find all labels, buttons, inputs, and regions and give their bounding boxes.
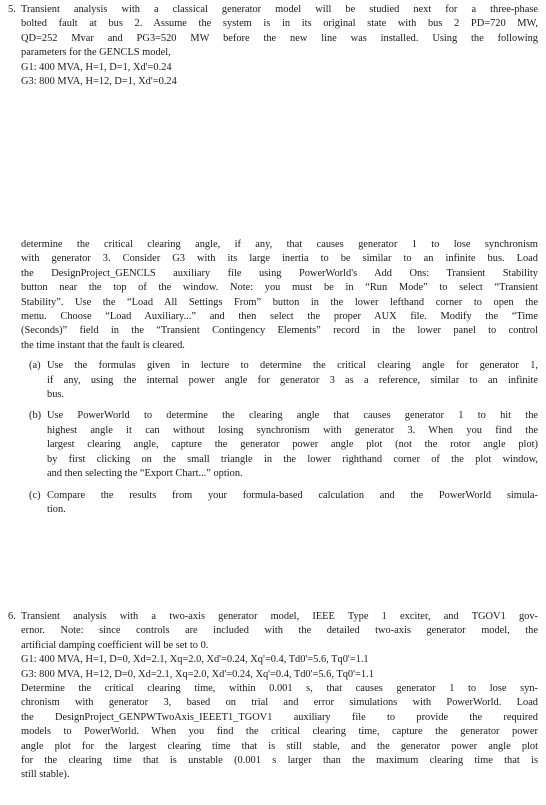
text-line: (Seconds)” field in the “Transient Contingency Elements” record in the lower panel to control [21, 325, 538, 337]
subquestion-a [21, 359, 538, 402]
text-line: the DesignProject_GENPWTwoAxis_IEEET1_TGOV1 auxiliary file to provide the required [21, 711, 538, 723]
generator-params-g3: G3: 800 MVA, H=12, D=1, Xd'=0.24 [21, 76, 177, 88]
generator-params-g3: G3: 800 MVA, H=12, D=0, Xd=2.1, Xq=2.0, Xd'=0.24, Xq'=0.4, Td0'=5.6, Tq0'=1.1 [21, 668, 374, 680]
subquestion-label: (c) [29, 489, 41, 501]
text-line: bus. [47, 389, 65, 401]
problem-5-body [21, 238, 538, 517]
subquestion-c [21, 489, 538, 518]
subquestion-b [21, 409, 538, 481]
text-line: Use the formulas given in lecture to determine the critical clearing angle for generator 1, [47, 360, 538, 372]
text-line: chronism with generator 3, based on trial and error simulations with PowerWorld. Load [21, 697, 538, 709]
problem-6-body [21, 610, 538, 783]
text-line: ernor. Note: since controls are included with the detailed two-axis generator model, the [21, 625, 538, 637]
text-line: and then selecting the “Export Chart...” option. [47, 468, 243, 480]
text-line: menu. Choose “Load Auxiliary...” and then select the proper AUX file. Modify the “Time [21, 311, 538, 323]
text-line: if any, using the internal power angle for generator 3 as a reference, similar to an infinite [47, 374, 538, 386]
text-line: still stable). [21, 769, 70, 781]
generator-params-g1: G1: 400 MVA, H=1, D=0, Xd=2.1, Xq=2.0, Xd'=0.24, Xq'=0.4, Td0'=5.6, Tq0'=1.1 [21, 654, 369, 666]
text-line: angle plot for the largest clearing time that is still stable, and the generator power angle plot [21, 740, 538, 752]
text-line: the time instant that the fault is cleared. [21, 339, 185, 351]
text-line: artificial damping coefficient will be set to 0. [21, 639, 209, 651]
text-line: bolted fault at bus 2. Assume the system is in its original state with bus 2 PD=720 MW, [21, 18, 538, 30]
subquestion-label: (a) [29, 360, 41, 372]
text-line: models to PowerWorld. When you find the critical clearing time, capture the generator power [21, 726, 538, 738]
text-line: Stability”. Use the “Load All Settings From” button in the lower lefthand corner to open the [21, 296, 538, 308]
problem-number: 6. [8, 611, 16, 622]
text-line: Determine the critical clearing time, within 0.001 s, that causes generator 1 to lose syn- [21, 683, 538, 695]
text-line: by first clicking on the small triangle in the lower righthand corner of the plot window, [47, 453, 538, 465]
problem-5 [8, 3, 538, 89]
text-line: determine the critical clearing angle, if any, that causes generator 1 to lose synchronism [21, 239, 538, 250]
problem-5-continuation [8, 238, 538, 524]
text-line: Use PowerWorld to determine the clearing angle that causes generator 1 to hit the [47, 410, 538, 422]
text-line: largest clearing angle, capture the generator power angle plot (not the rotor angle plot) [47, 439, 538, 451]
text-line: with generator 3. Consider G3 with its large inertia to be similar to an infinite bus. Load [21, 253, 538, 265]
text-line: for the clearing time that is unstable (0.001 s larger than the maximum clearing time that is [21, 755, 538, 767]
text-line: parameters for the GENCLS model, [21, 47, 171, 59]
problem-5-intro [21, 3, 538, 89]
problem-number: 5. [8, 4, 16, 15]
text-line: QD=252 Mvar and PG3=520 MW before the new line was installed. Using the following [21, 32, 538, 44]
text-line: the DesignProject_GENCLS auxiliary file using PowerWorld's Add Ons: Transient Stability [21, 267, 538, 279]
subquestion-list [21, 359, 538, 517]
generator-params-g1: G1: 400 MVA, H=1, D=1, Xd'=0.24 [21, 61, 172, 73]
text-line: tion. [47, 503, 66, 515]
text-line: button near the top of the window. Note: you must be in “Run Mode” to select “Transient [21, 282, 538, 294]
subquestion-label: (b) [29, 410, 42, 422]
text-line: Transient analysis with a two-axis generator model, IEEE Type 1 exciter, and TGOV1 gov- [21, 611, 538, 622]
problem-6 [8, 610, 538, 783]
text-line: highest angle it can without losing synchronism with generator 3. When you find the [47, 424, 538, 436]
text-line: Compare the results from your formula-based calculation and the PowerWorld simula- [47, 489, 538, 501]
text-line: Transient analysis with a classical generator model will be studied next for a three-phase [21, 4, 538, 15]
